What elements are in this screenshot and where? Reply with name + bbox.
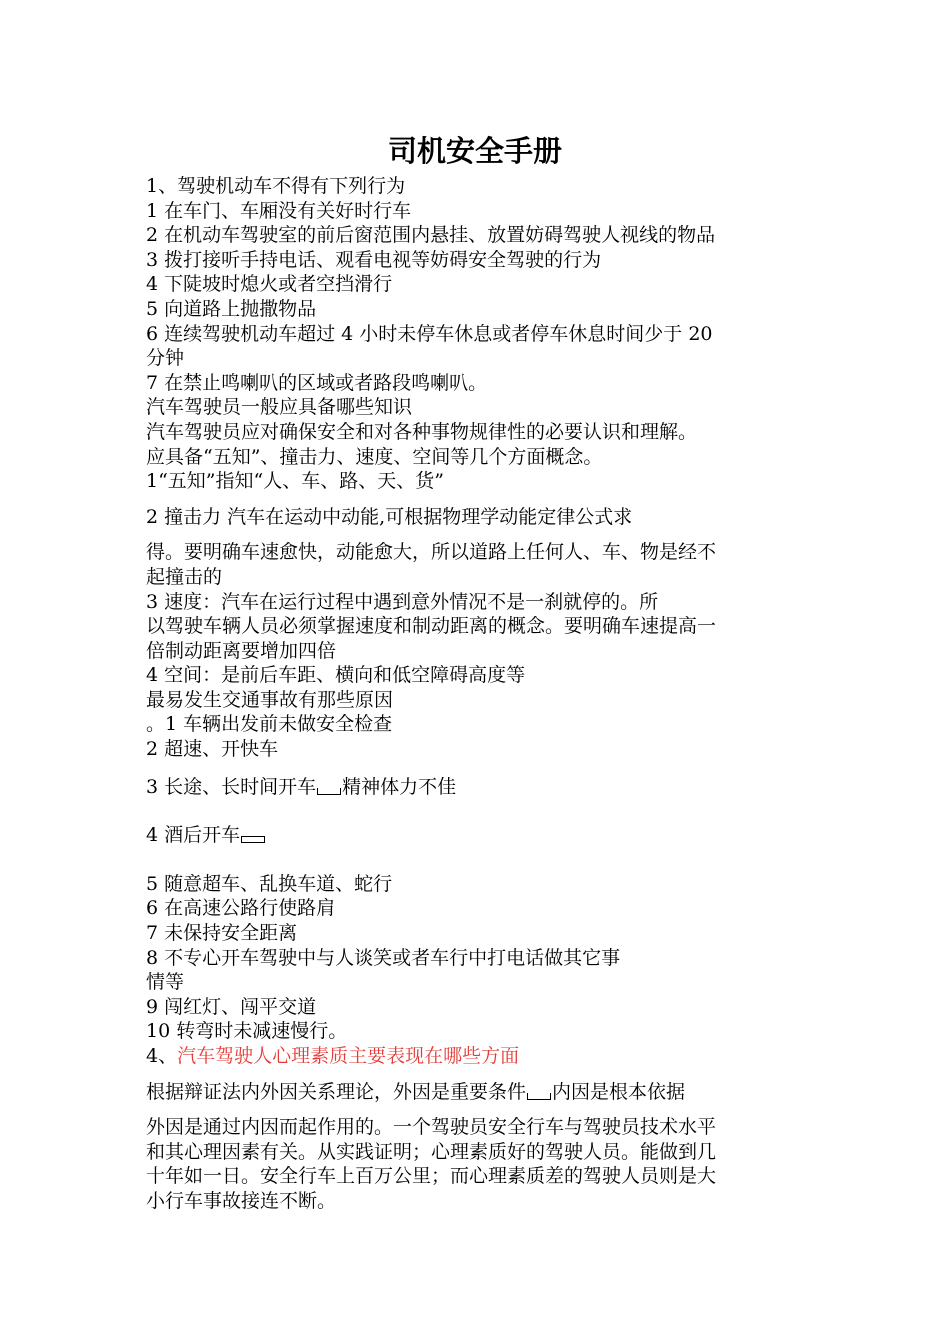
text-line: 5 向道路上抛撒物品 [146,297,317,320]
page-title: 司机安全手册 [387,134,562,168]
text-line: 3 拨打接听手持电话、观看电视等妨碍安全驾驶的行为 [146,248,602,271]
text-line: 外因是通过内因而起作用的。一个驾驶员安全行车与驾驶员技术水平 [146,1116,717,1139]
text-line: 2 在机动车驾驶室的前后窗范围内悬挂、放置妨碍驾驶人视线的物品 [146,224,716,247]
text-line: 1、驾驶机动车不得有下列行为 [146,175,406,197]
text-line: 6 在高速公路行使路肩 [146,897,336,920]
text-segment: 精神体力不佳 [342,775,457,798]
text-line: 分钟 [146,347,185,370]
text-line: 2 超速、开快车 [146,738,279,761]
text-line [146,775,814,800]
text-line: 。1 车辆出发前未做安全检查 [146,713,393,736]
text-line: 小行车事故接连不断。 [146,1189,337,1212]
text-line: 以驾驶车辆人员必须掌握速度和制动距离的概念。要明确车速提高一 [146,615,717,638]
text-line: 4 空间：是前后车距、横向和低空障碍高度等 [146,664,526,687]
section-heading: 汽车驾驶员一般应具备哪些知识 [146,396,413,419]
text-line: 1 在车门、车厢没有关好时行车 [146,199,412,222]
text-line [146,823,814,848]
text-line: 起撞击的 [146,565,223,588]
text-segment: 内因是根本依据 [552,1080,686,1103]
text-line: 4 下陡坡时熄火或者空挡滑行 [146,273,393,296]
bracket-mark-icon [241,836,265,843]
red-heading-text: 汽车驾驶人心理素质主要表现在哪些方面 [177,1045,520,1067]
bracket-mark-icon [317,788,341,795]
text-line: 2 撞击力 汽车在运动中动能,可根据物理学动能定律公式求 [146,505,633,528]
text-line: 应具备“五知”、撞击力、速度、空间等几个方面概念。 [146,445,603,468]
text-segment: 根据辩证法内外因关系理论，外因是重要条件 [146,1080,527,1103]
text-line: 7 在禁止鸣喇叭的区域或者路段鸣喇叭。 [146,371,488,394]
text-line: 1“五知”指知“人、车、路、天、货” [146,470,444,493]
document-body [146,174,814,1214]
text-line: 9 闯红灯、闯平交道 [146,995,317,1018]
text-line: 得。要明确车速愈快，动能愈大，所以道路上任何人、车、物是经不 [146,541,717,564]
text-segment: 3 长途、长时间开车 [146,775,317,798]
text-line: 和其心理因素有关。从实践证明；心理素质好的驾驶人员。能做到几 [146,1140,717,1163]
text-line: 汽车驾驶员应对确保安全和对各种事物规律性的必要认识和理解。 [146,420,698,443]
text-line: 倍制动距离要增加四倍 [146,639,337,662]
text-line: 6 连续驾驶机动车超过 4 小时未停车休息或者停车休息时间少于 20 [146,322,713,345]
bracket-mark-icon [527,1093,551,1100]
text-line: 8 不专心开车驾驶中与人谈笑或者车行中打电话做其它事 [146,946,621,969]
section-heading: 最易发生交通事故有那些原因 [146,688,394,711]
section-heading [146,1044,814,1069]
text-segment: 4 酒后开车 [146,824,241,847]
heading-number: 4、 [146,1045,178,1067]
text-line [146,1080,814,1105]
text-line: 情等 [146,971,185,994]
text-line: 10 转弯时未减速慢行。 [146,1020,348,1043]
text-line: 十年如一日。安全行车上百万公里；而心理素质差的驾驶人员则是大 [146,1165,717,1188]
text-line: 5 随意超车、乱换车道、蛇行 [146,872,393,895]
text-line: 3 速度：汽车在运行过程中遇到意外情况不是一刹就停的。所 [146,590,659,613]
text-line: 7 未保持安全距离 [146,922,298,945]
